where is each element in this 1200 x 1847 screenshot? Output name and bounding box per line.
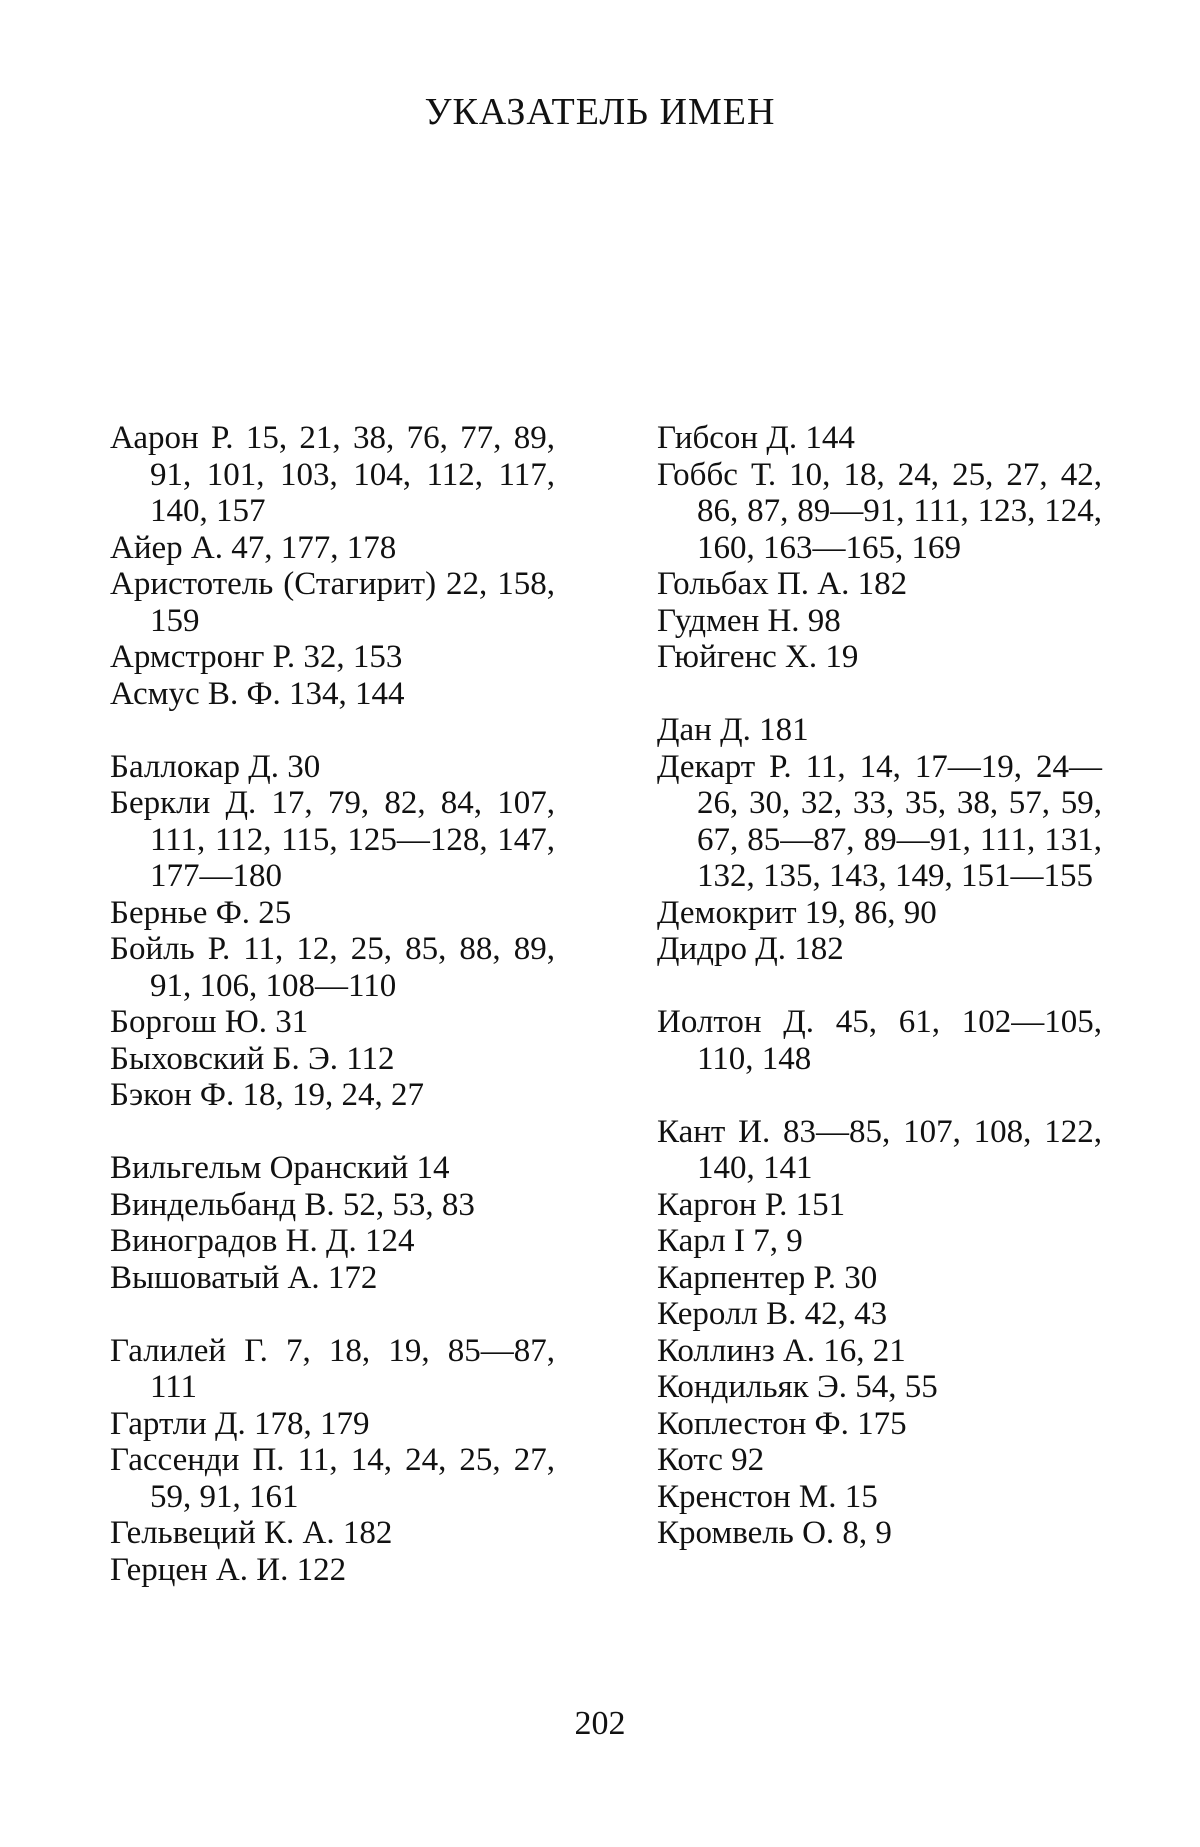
index-entry: Боргош Ю. 31 (110, 1004, 309, 1040)
index-entry: Гоббс Т. 10, 18, 24, 25, 27, 42, 86, 87, 89—91, 111, 123, 124, 160, 163—165, 169 (657, 456, 1102, 566)
index-entry: Кондильяк Э. 54, 55 (657, 1369, 938, 1405)
index-entry: Дан Д. 181 (657, 712, 809, 748)
index-entry: Беркли Д. 17, 79, 82, 84, 107, 111, 112, 115, 125—128, 147, 177—180 (110, 785, 555, 894)
index-entry: Коллинз А. 16, 21 (657, 1332, 906, 1369)
index-entry: Гибсон Д. 144 (657, 420, 855, 456)
index-entry: Айер А. 47, 177, 178 (110, 529, 397, 566)
index-entry: Керолл В. 42, 43 (657, 1296, 888, 1332)
page-number: 202 (574, 1705, 626, 1742)
index-entry: Аарон Р. 15, 21, 38, 76, 77, 89, 91, 101, 103, 104, 112, 117, 140, 157 (110, 420, 555, 529)
index-entry: Аристотель (Стагирит) 22, 158, 159 (110, 566, 555, 639)
index-entry: Гельвеций К. А. 182 (110, 1515, 393, 1551)
index-entry: Асмус В. Ф. 134, 144 (110, 675, 405, 712)
index-entry: Армстронг Р. 32, 153 (110, 639, 403, 675)
index-group-a (110, 420, 555, 712)
index-column-right (657, 420, 1102, 1588)
index-entry: Виноградов Н. Д. 124 (110, 1223, 415, 1259)
index-group-g-continued (657, 420, 1102, 676)
index-entry: Бернье Ф. 25 (110, 894, 292, 931)
index-group-g (110, 1333, 555, 1589)
index-group-b (110, 749, 555, 1114)
index-group-k (657, 1114, 1102, 1552)
index-entry: Демокрит 19, 86, 90 (657, 894, 937, 931)
index-entry: Гольбах П. А. 182 (657, 566, 908, 602)
index-entry: Вильгельм Оранский 14 (110, 1150, 450, 1186)
index-entry: Иолтон Д. 45, 61, 102—105, 110, 148 (657, 1004, 1102, 1077)
index-group-v (110, 1150, 555, 1296)
index-entry: Галилей Г. 7, 18, 19, 85—87, 111 (110, 1332, 555, 1405)
index-entry: Герцен А. И. 122 (110, 1551, 347, 1588)
index-entry: Бойль Р. 11, 12, 25, 85, 88, 89, 91, 106, 108—110 (110, 931, 555, 1004)
index-group-d (657, 712, 1102, 968)
index-group-i (657, 1004, 1102, 1077)
index-entry: Вышоватый А. 172 (110, 1259, 378, 1296)
index-entry: Дидро Д. 182 (657, 931, 844, 967)
index-entry: Карл I 7, 9 (657, 1223, 803, 1259)
index-entry: Гартли Д. 178, 179 (110, 1405, 370, 1442)
index-entry: Карпентер Р. 30 (657, 1259, 878, 1296)
index-entry: Декарт Р. 11, 14, 17—19, 24—26, 30, 32, 33, 35, 38, 57, 59, 67, 85—87, 89—91, 111, 131, 132, 135, 143, 149, 151—155 (657, 748, 1102, 894)
index-entry: Баллокар Д. 30 (110, 748, 321, 785)
index-entry: Гудмен Н. 98 (657, 602, 841, 639)
index-entry: Гассенди П. 11, 14, 24, 25, 27, 59, 91, 161 (110, 1442, 555, 1515)
index-entry: Котс 92 (657, 1442, 765, 1478)
index-entry: Кант И. 83—85, 107, 108, 122, 140, 141 (657, 1113, 1102, 1186)
index-entry: Коплестон Ф. 175 (657, 1405, 907, 1442)
index-entry: Гюйгенс Х. 19 (657, 639, 859, 675)
page-title: УКАЗАТЕЛЬ ИМЕН (424, 91, 776, 133)
index-entry: Кромвель О. 8, 9 (657, 1515, 892, 1551)
index-entry: Быховский Б. Э. 112 (110, 1040, 395, 1077)
index-column-left (110, 420, 555, 1625)
index-entry: Виндельбанд В. 52, 53, 83 (110, 1186, 475, 1223)
index-entry: Каргон Р. 151 (657, 1186, 846, 1223)
index-entry: Кренстон М. 15 (657, 1478, 878, 1515)
index-entry: Бэкон Ф. 18, 19, 24, 27 (110, 1077, 424, 1113)
